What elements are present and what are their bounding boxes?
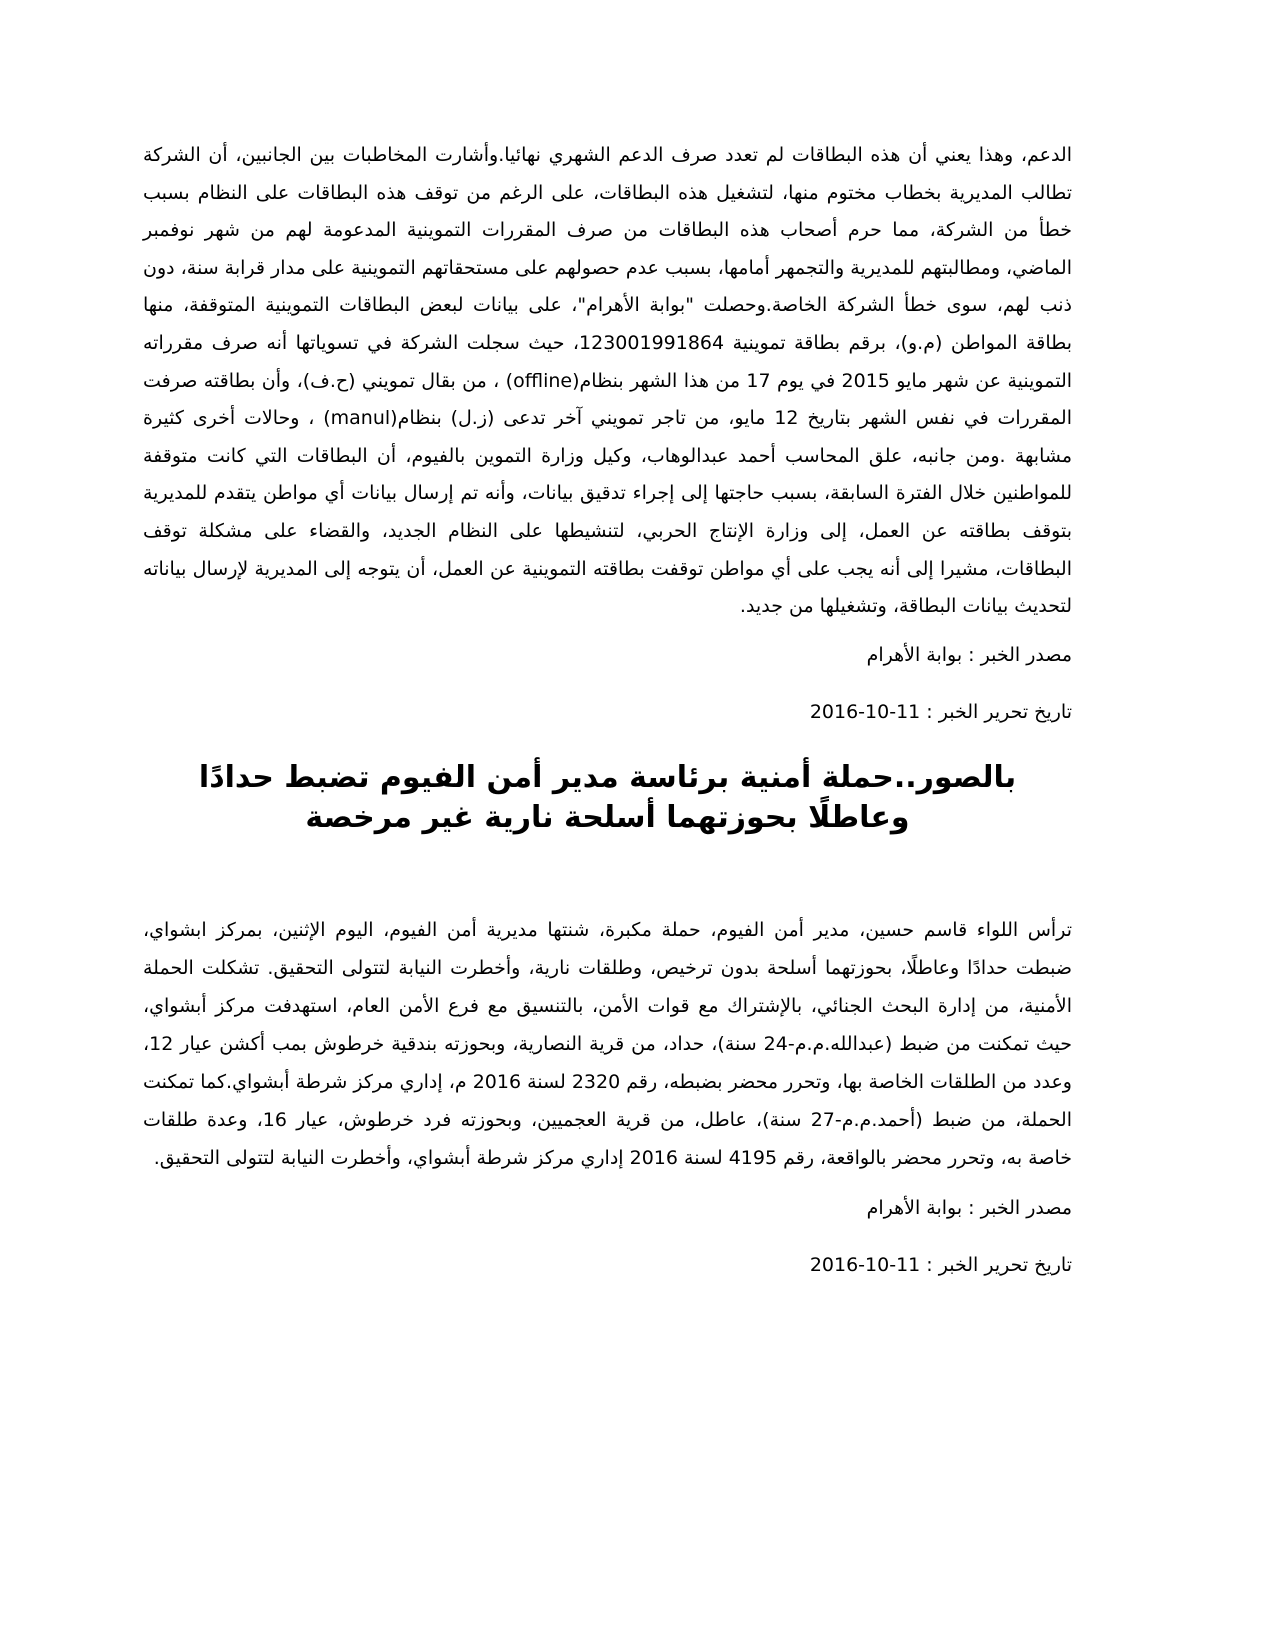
article-2-title: بالصور..حملة أمنية برئاسة مدير أمن الفيوم تضبط حدادًا وعاطلًا بحوزتهما أسلحة نارية غير مرخصة [198, 759, 1017, 835]
article-2-date: تاريخ تحرير الخبر : 11-10-2016 [809, 1253, 1072, 1276]
article-1-body: الدعم، وهذا يعني أن هذه البطاقات لم تعدد صرف الدعم الشهري نهائيا.وأشارت المخاطبات بين الجانبين، أن الشركة تطالب المديرية بخطاب مختوم منها، لتشغيل هذه البطاقات، على الرغم من توقف هذه البطاقات على النظام بسبب خطأ من الشركة، مما حرم أصحاب هذه البطاقات من صرف المقررات التموينية المدعومة لهم من شهر نوفمبر الماضي، ومطالبتهم للمديرية والتجمهر أمامها، بسبب عدم حصولهم على مستحقاتهم التموينية على مدار قرابة سنة، دون ذنب لهم، سوى خطأ الشركة الخاصة.وحصلت "بوابة الأهرام"، على بيانات لبعض البطاقات التموينية المتوقفة، منها بطاقة المواطن (م.و)، برقم بطاقة تموينية 123001991864، حيث سجلت الشركة في تسوياتها أنه صرف مقرراته التموينية عن شهر مايو 2015 في يوم 17 من هذا الشهر بنظام(offline) ، من بقال تمويني (ح.ف)، وأن بطاقته صرفت المقررات في نفس الشهر بتاريخ 12 مايو، من تاجر تمويني آخر تدعى (ز.ل) بنظام(manul) ، وحالات أخرى كثيرة مشابهة .ومن جانبه، علق المحاسب أحمد عبدالوهاب، وكيل وزارة التموين بالفيوم، أن البطاقات التي كانت متوقفة للمواطنين خلال الفترة السابقة، بسبب حاجتها إلى إجراء تدقيق بيانات، وأنه تم إرسال بيانات أي مواطن يتقدم للمديرية بتوقف بطاقته عن العمل، إلى وزارة الإنتاج الحربي، لتنشيطها على النظام الجديد، والقضاء على مشكلة توقف البطاقات، مشيرا إلى أنه يجب على أي مواطن توقفت بطاقته التموينية عن العمل، أن يتوجه إلى المديرية لإرسال بياناته لتحديث بيانات البطاقة، وتشغيلها من جديد. [143, 144, 1073, 618]
article-2-body: ترأس اللواء قاسم حسين، مدير أمن الفيوم، حملة مكبرة، شنتها مديرية أمن الفيوم، اليوم الإثنين، بمركز ابشواي، ضبطت حدادًا وعاطلًا، بحوزتهما أسلحة بدون ترخيص، وطلقات نارية، وأخطرت النيابة لتتولى التحقيق. تشكلت الحملة الأمنية، من إدارة البحث الجنائي، بالإشتراك مع قوات الأمن، بالتنسيق مع فرع الأمن العام، استهدفت مركز أبشواي، حيث تمكنت من ضبط (عبدالله.م.م-24 سنة)، حداد، من قرية النصارية، وبحوزته بندقية خرطوش بمب أكشن عيار 12، وعدد من الطلقات الخاصة بها، وتحرر محضر بضبطه، رقم 2320 لسنة 2016 م، إداري مركز شرطة أبشواي.كما تمكنت الحملة، من ضبط (أحمد.م.م-27 سنة)، عاطل، من قرية العجميين، وبحوزته فرد خرطوش، عيار 16، وعدة طلقات خاصة به، وتحرر محضر بالواقعة، رقم 4195 لسنة 2016 إداري مركز شرطة أبشواي، وأخطرت النيابة لتتولى التحقيق. [143, 918, 1072, 1169]
document-page [143, 137, 1072, 1277]
article-1-date: تاريخ تحرير الخبر : 11-10-2016 [809, 700, 1072, 723]
article-2-source: مصدر الخبر : بوابة الأهرام [866, 1196, 1072, 1219]
article-1-source: مصدر الخبر : بوابة الأهرام [866, 643, 1072, 666]
